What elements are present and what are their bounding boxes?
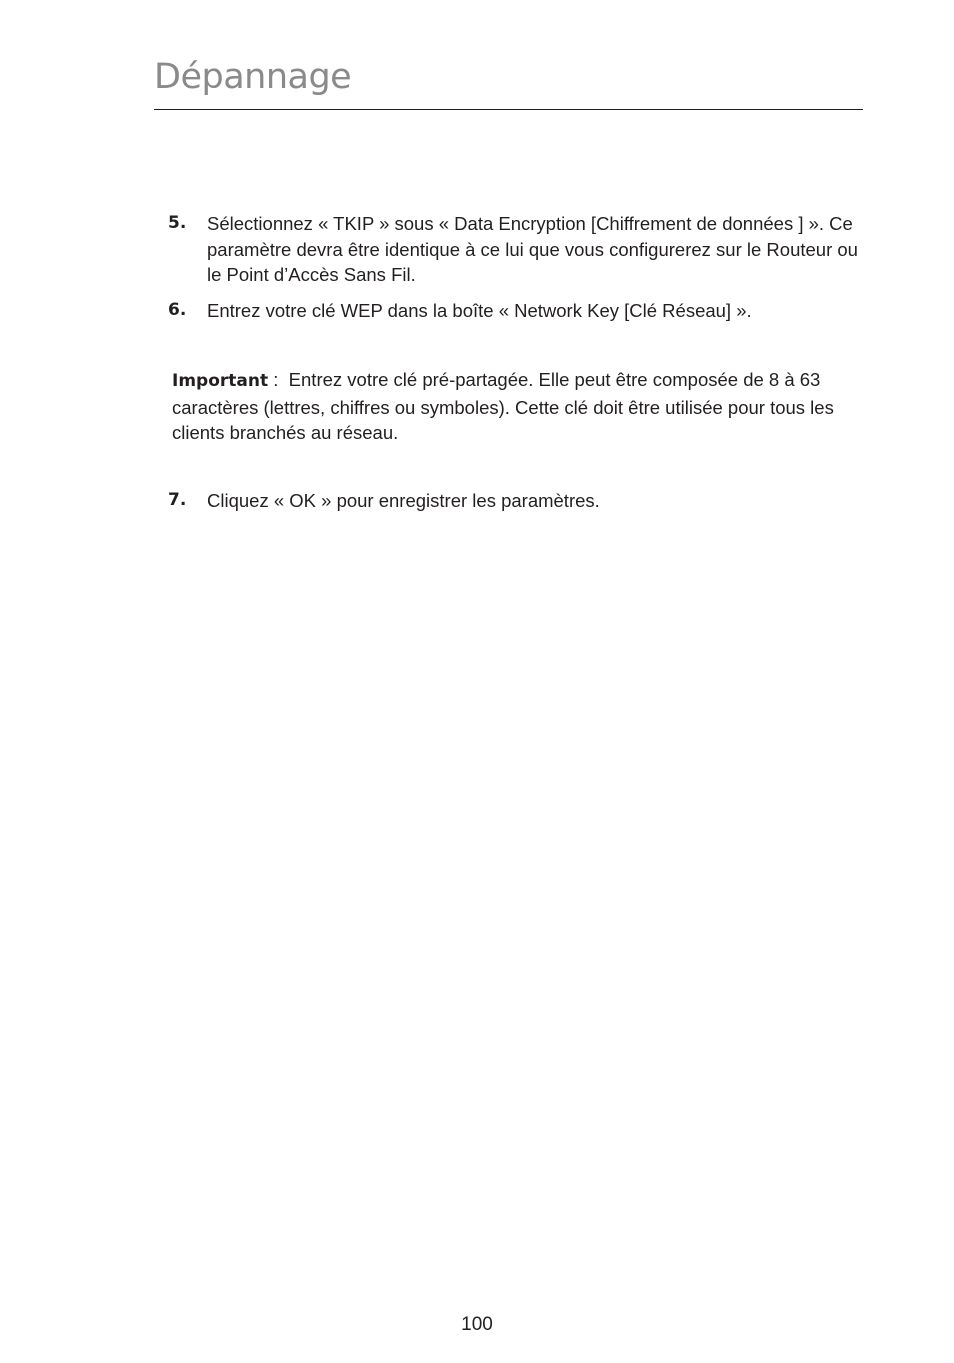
page-title: Dépannage bbox=[154, 57, 352, 97]
note-text: Entrez votre clé pré-partagée. Elle peut être composée de 8 à 63 caractères (lettres, chiffres ou symboles). Cette clé doit être utilisée pour tous les clients branchés au réseau. bbox=[172, 369, 834, 443]
title-divider bbox=[154, 109, 863, 110]
step-number: 5. bbox=[168, 213, 187, 233]
note-label: Important bbox=[172, 371, 269, 391]
step-number: 6. bbox=[168, 300, 187, 320]
important-note bbox=[172, 367, 867, 446]
step-text: Entrez votre clé WEP dans la boîte « Network Key [Clé Réseau] ». bbox=[207, 300, 752, 321]
page-number: 100 bbox=[461, 1314, 493, 1335]
step-text: Cliquez « OK » pour enregistrer les paramètres. bbox=[207, 490, 600, 511]
step-text: Sélectionnez « TKIP » sous « Data Encryption [Chiffrement de données ] ». Ce paramètre devra être identique à ce lui que vous configurerez sur le Routeur ou le Point d’Accès Sans Fil. bbox=[207, 213, 858, 285]
note-separator: : bbox=[268, 369, 289, 390]
step-number: 7. bbox=[168, 490, 187, 510]
